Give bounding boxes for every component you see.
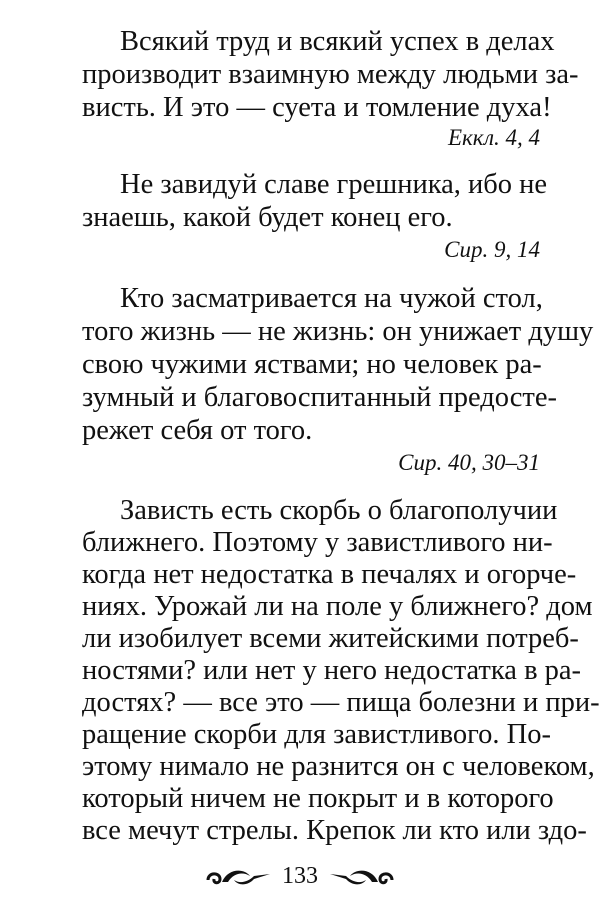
flourish-left-icon [204, 862, 274, 890]
text-line: ностями? или нет у него недостатка в ра- [82, 655, 582, 686]
text-line: достях? — все это — пища болезни и при- [82, 687, 600, 718]
text-line: ниях. Урожай ли на поле у ближнего? дом [82, 591, 593, 622]
flourish-right-icon [326, 862, 396, 890]
paragraph-1 [82, 25, 579, 124]
text-line: Не завидуй славе грешника, ибо не [120, 169, 548, 200]
paragraph-2 [82, 168, 548, 234]
text-line: того жизнь — не жизнь: он унижает душу [82, 316, 594, 347]
text-line: зумный и благовоспитанный предосте- [82, 382, 557, 413]
text-line: свою чужими яствами; но человек ра- [82, 349, 542, 380]
text-line: знаешь, какой будет конец его. [82, 202, 453, 233]
text-line: который ничем не покрыт и в которого [82, 783, 554, 814]
scripture-reference: Сир. 9, 14 [444, 237, 540, 262]
text-line: производит взаимную между людьми за- [82, 59, 579, 90]
text-line: ближнего. Поэтому у завистливого ни- [82, 527, 553, 558]
text-line: Всякий труд и всякий успех в делах [120, 26, 555, 57]
paragraph-4 [82, 494, 600, 846]
text-line: когда нет недостатка в печалях и огорче- [82, 559, 577, 590]
text-line: все мечут стрелы. Крепок ли кто или здо- [82, 815, 587, 846]
text-line: ращение скорби для завистливого. По- [82, 719, 551, 750]
page-number: 133 [282, 862, 318, 889]
scripture-reference: Еккл. 4, 4 [447, 125, 540, 150]
scripture-reference: Сир. 40, 30–31 [398, 450, 540, 475]
text-line: Зависть есть скорбь о благополучии [120, 495, 558, 526]
text-line: этому нимало не разнится он с человеком, [82, 751, 595, 782]
text-line: ли изобилует всеми житейскими потреб- [82, 623, 579, 654]
text-line: висть. И это — суета и томление духа! [82, 92, 552, 123]
text-line: Кто засматривается на чужой стол, [120, 283, 543, 314]
page-footer [0, 862, 600, 890]
text-line: режет себя от того. [82, 415, 313, 446]
paragraph-3 [82, 282, 594, 447]
